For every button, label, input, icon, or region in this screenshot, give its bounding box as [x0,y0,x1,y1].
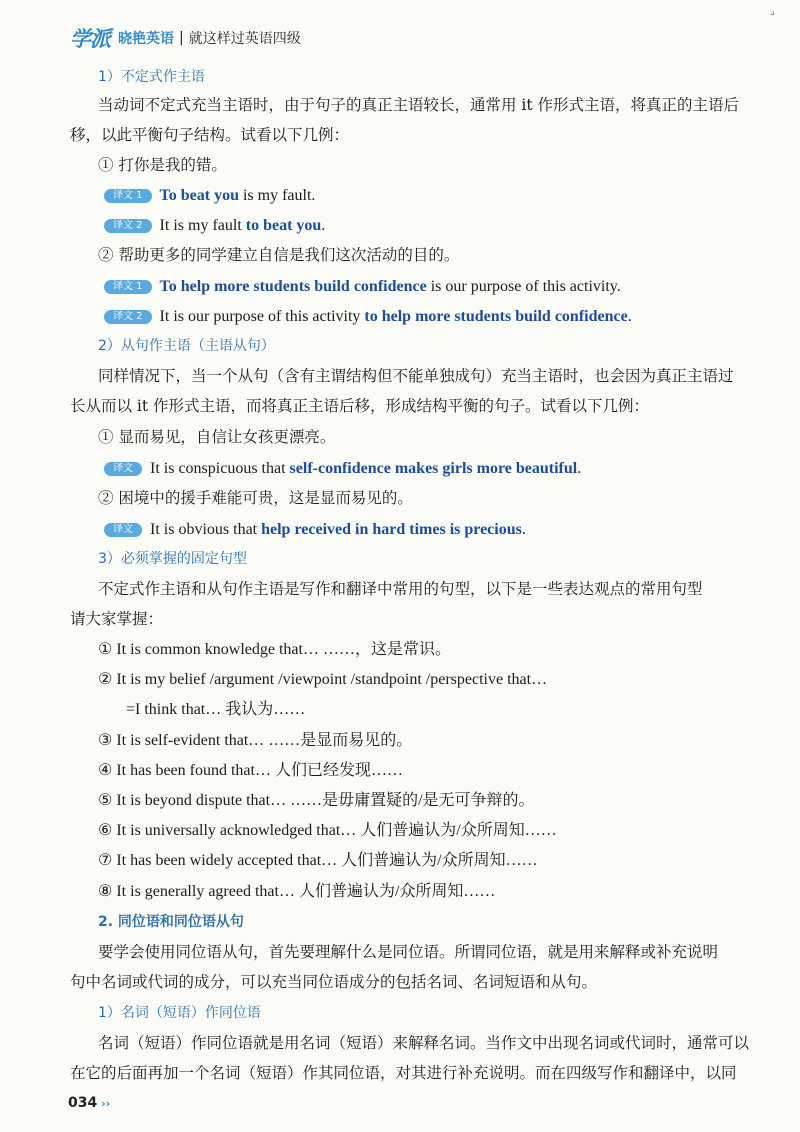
translation-text: . [321,217,326,234]
pattern-item: ⑧ It is generally agreed that… 人们普遍认为/众所周知…… [98,883,496,900]
paragraph-line: 移，以此平衡句子结构。试看以下几例： [70,126,350,144]
translation-text: It is obvious that [150,521,262,538]
translation-badge: 译文 [104,523,142,537]
translation-badge: 译文 [104,462,142,476]
translation-text: It is my fault [159,217,246,234]
paragraph-line: 不定式作主语和从句作主语是写作和翻译中常用的句型，以下是一些表达观点的常用句型 [98,580,703,598]
translation-text: . [577,460,582,477]
paragraph-line: 长从而以 it 作形式主语，而将真正主语后移，形成结构平衡的句子。试看以下几例： [70,397,650,415]
paragraph-line: 当动词不定式充当主语时，由于句子的真正主语较长，通常用 it 作形式主语，将真正的主语后 [98,96,740,114]
next-page-arrows-icon: ›› [101,1097,111,1110]
pattern-item: ⑥ It is universally acknowledged that… 人们普遍认为/众所周知…… [98,822,557,839]
brand-name: 晓艳英语 [118,31,174,47]
pattern-item: ⑦ It has been widely accepted that… 人们普遍认为/众所周知…… [98,852,538,869]
corner-mark: ⌟ [770,6,775,17]
section-heading-fixed-patterns: 3）必须掌握的固定句型 [98,551,247,567]
book-subtitle: 就这样过英语四级 [188,31,301,47]
translation-line [104,518,526,541]
pattern-item: ② It is my belief /argument /viewpoint /standpoint /perspective that… [98,671,548,688]
translation-text: It is conspicuous that [150,460,290,477]
highlight-phrase: help received in hard times is precious [261,521,522,538]
paragraph-line: 句中名词或代词的成分，可以充当同位语成分的包括名词、名词短语和从句。 [70,973,598,991]
translation-text: . [627,308,632,325]
highlight-phrase: To beat you [159,187,239,204]
section-heading-noun-appositive: 1）名词（短语）作同位语 [98,1005,261,1021]
example-sentence: ② 困境中的援手难能可贵，这是显而易见的。 [98,489,413,507]
section-heading-clause-subject: 2）从句作主语（主语从句） [98,338,275,354]
translation-line [104,214,325,237]
pattern-item: ③ It is self-evident that… ……是显而易见的。 [98,732,413,749]
translation-badge: 译文 2 [104,310,152,324]
translation-line [104,305,632,328]
translation-line [104,275,621,298]
pattern-item: ① It is common knowledge that… ……，这是常识。 [98,641,451,658]
example-sentence: ① 显而易见，自信让女孩更漂亮。 [98,428,336,446]
section-heading-appositive: 2. 同位语和同位语从句 [98,914,244,930]
publisher-logo: 学派 [70,27,110,51]
translation-text: is our purpose of this activity. [426,278,621,295]
translation-badge: 译文 1 [104,280,152,294]
translation-badge: 译文 1 [104,189,152,203]
highlight-phrase: to help more students build confidence [364,308,628,325]
page-number: 034 [68,1095,98,1111]
highlight-phrase: To help more students build confidence [159,278,427,295]
translation-badge: 译文 2 [104,219,152,233]
pattern-item: ④ It has been found that… 人们已经发现…… [98,762,403,779]
pattern-item: =I think that… 我认为…… [126,701,306,718]
translation-line [104,184,315,207]
translation-text: . [521,521,526,538]
paragraph-line: 要学会使用同位语从句，首先要理解什么是同位语。所谓同位语，就是用来解释或补充说明 [98,943,719,961]
paragraph-line: 同样情况下，当一个从句（含有主谓结构但不能单独成句）充当主语时，也会因为真正主语过 [98,367,734,385]
translation-text: It is our purpose of this activity [159,308,365,325]
paragraph-line: 请大家掌握： [70,610,164,628]
header-separator: | [179,30,184,46]
translation-line [104,457,581,480]
translation-text: is my fault. [238,187,316,204]
example-sentence: ① 打你是我的错。 [98,156,227,174]
highlight-phrase: self-confidence makes girls more beautiful [289,460,578,477]
pattern-item: ⑤ It is beyond dispute that… ……是毋庸置疑的/是无可争辩的。 [98,792,535,809]
highlight-phrase: to beat you [245,217,322,234]
section-heading-infinitive-subject: 1）不定式作主语 [98,69,205,85]
example-sentence: ② 帮助更多的同学建立自信是我们这次活动的目的。 [98,246,460,264]
paragraph-line: 名词（短语）作同位语就是用名词（短语）来解释名词。当作文中出现名词或代词时，通常可以 [98,1034,750,1052]
page-footer [68,1095,110,1111]
paragraph-line: 在它的后面再加一个名词（短语）作其同位语，对其进行补充说明。而在四级写作和翻译中，以同 [70,1064,737,1082]
